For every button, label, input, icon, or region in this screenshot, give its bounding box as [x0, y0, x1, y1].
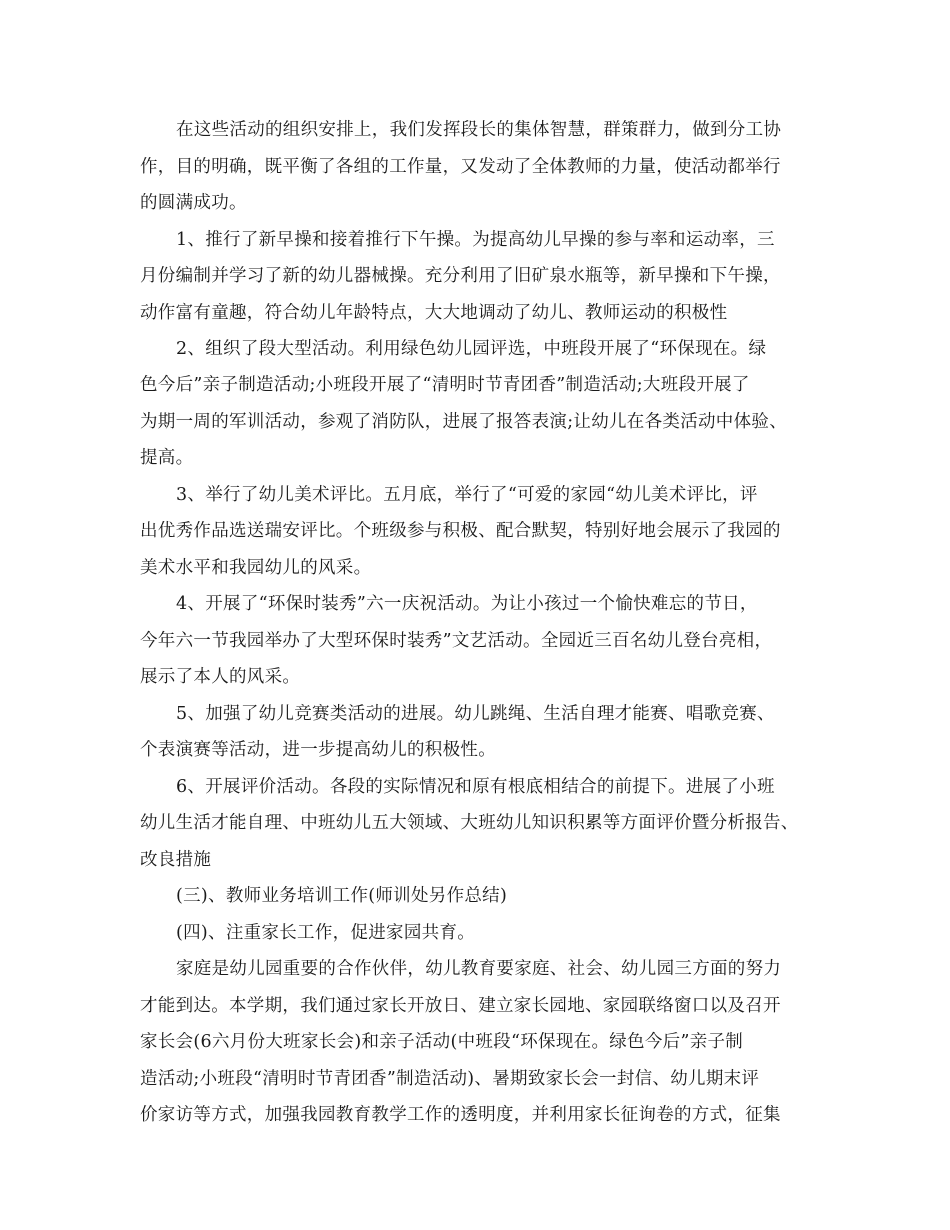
paragraph-line: 今年六一节我园举办了大型环保时装秀”文艺活动。全园近三百名幼儿登台亮相，: [140, 631, 773, 651]
paragraph-line: 价家访等方式，加强我园教育教学工作的透明度，并利用家长征询卷的方式，征集: [140, 1105, 781, 1125]
paragraph-line: 造活动;小班段“清明时节青团香”制造活动)、暑期致家长会一封信、幼儿期末评: [140, 1069, 760, 1089]
paragraph-line: 为期一周的军训活动，参观了消防队，进展了报答表演;让幼儿在各类活动中体验、: [140, 412, 787, 432]
paragraph-line: 4、开展了“环保时装秀”六一庆祝活动。为让小孩过一个愉快难忘的节日，: [176, 594, 758, 614]
paragraph-line: 家长会(6六月份大班家长会)和亲子活动(中班段“环保现在。绿色今后”亲子制: [140, 1032, 744, 1052]
paragraph-line: 6、开展评价活动。各段的实际情况和原有根底相结合的前提下。进展了小班: [176, 777, 775, 797]
paragraph-line: 才能到达。本学期，我们通过家长开放日、建立家长园地、家园联络窗口以及召开: [140, 996, 781, 1016]
paragraph-line: 动作富有童趣，符合幼儿年龄特点，大大地调动了幼儿、教师运动的积极性: [140, 303, 728, 323]
section-heading: (四)、注重家长工作，促进家园共育。: [176, 923, 476, 943]
paragraph-line: 出优秀作品选送瑞安评比。个班级参与积极、配合默契，特别好地会展示了我园的: [140, 521, 781, 541]
paragraph-line: 月份编制并学习了新的幼儿器械操。充分利用了旧矿泉水瓶等，新早操和下午操，: [140, 266, 781, 286]
paragraph-line: 2、组织了段大型活动。利用绿色幼儿园评选，中班段开展了“环保现在。绿: [176, 339, 767, 359]
paragraph-line: 幼儿生活才能自理、中班幼儿五大领域、大班幼儿知识积累等方面评价暨分析报告、: [140, 813, 799, 833]
paragraph-line: 家庭是幼儿园重要的合作伙伴，幼儿教育要家庭、社会、幼儿园三方面的努力: [176, 959, 782, 979]
paragraph-line: 提高。: [140, 448, 194, 468]
paragraph-line: 色今后”亲子制造活动;小班段开展了“清明时节青团香”制造活动;大班段开展了: [140, 375, 750, 395]
paragraph-line: 的圆满成功。: [140, 193, 247, 213]
paragraph-line: 个表演赛等活动，进一步提高幼儿的积极性。: [140, 740, 496, 760]
paragraph-line: 展示了本人的风采。: [140, 667, 301, 687]
paragraph-line: 美术水平和我园幼儿的风采。: [140, 558, 372, 578]
paragraph-line: 3、举行了幼儿美术评比。五月底，举行了“可爱的家园“幼儿美术评比，评: [176, 485, 758, 505]
paragraph-line: 5、加强了幼儿竞赛类活动的进展。幼儿跳绳、生活自理才能赛、唱歌竞赛、: [176, 704, 775, 724]
paragraph-line: 在这些活动的组织安排上，我们发挥段长的集体智慧，群策群力，做到分工协: [176, 120, 782, 140]
paragraph-line: 作，目的明确，既平衡了各组的工作量，又发动了全体教师的力量，使活动都举行: [140, 157, 781, 177]
paragraph-line: 改良措施: [140, 850, 212, 870]
paragraph-line: 1、推行了新早操和接着推行下午操。为提高幼儿早操的参与率和运动率，三: [176, 230, 775, 250]
section-heading: (三)、教师业务培训工作(师训处另作总结): [176, 886, 508, 906]
